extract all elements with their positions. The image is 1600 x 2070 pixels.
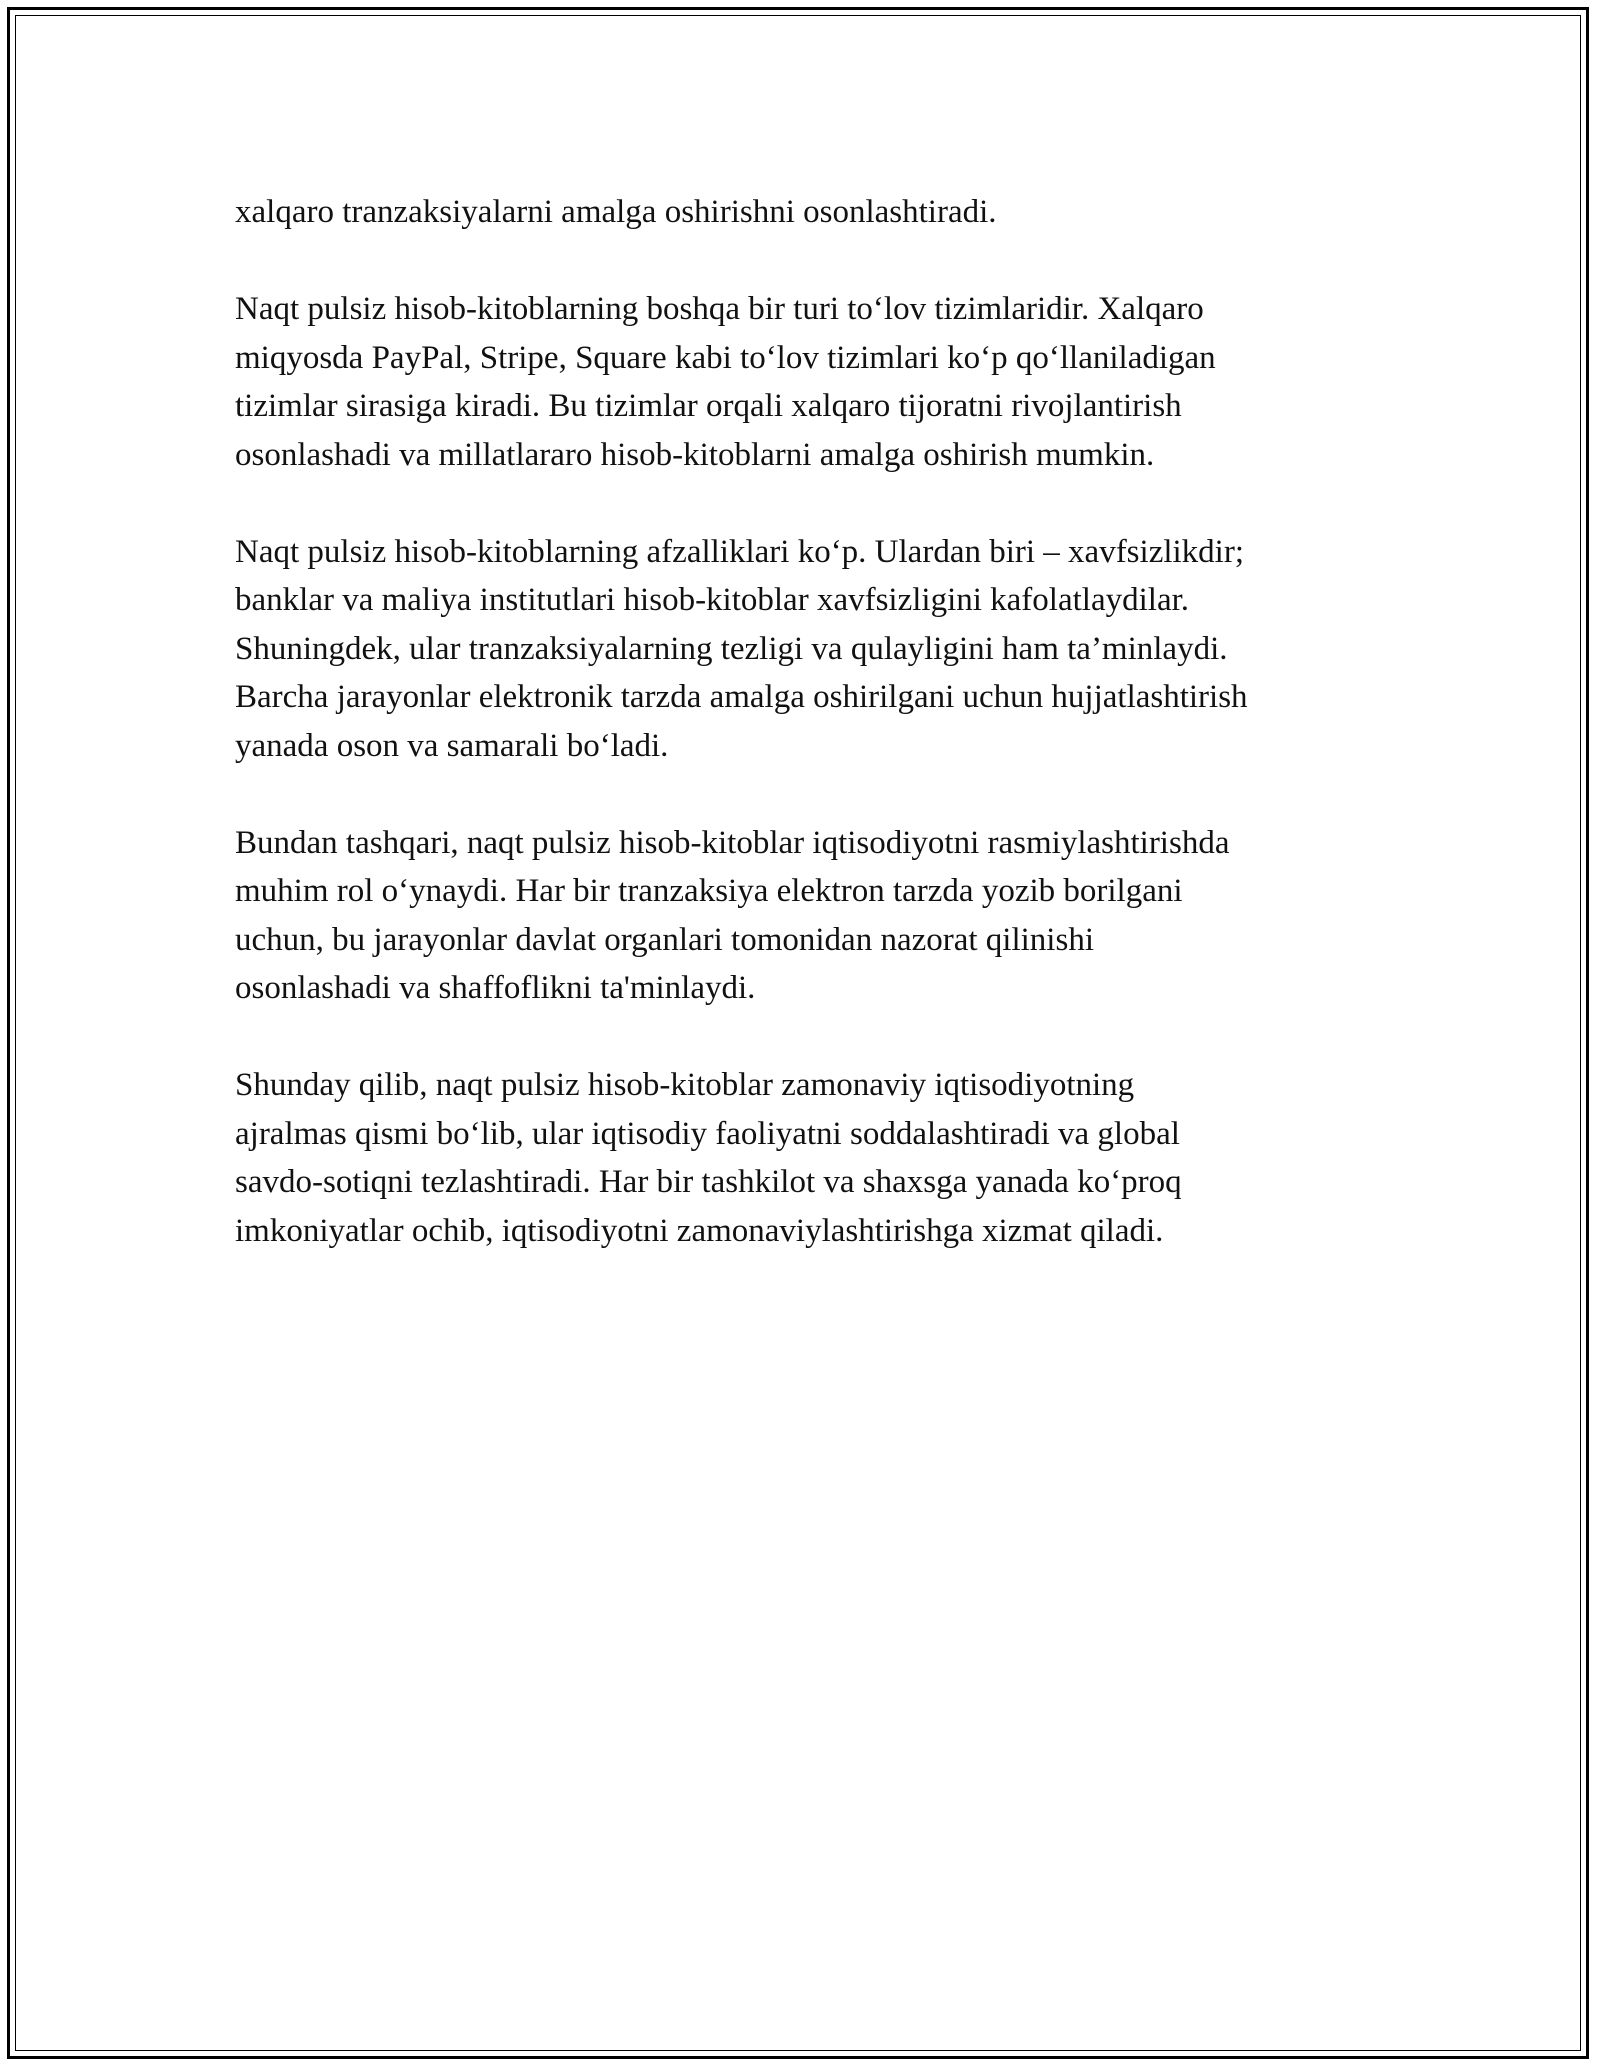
text-line: Naqt pulsiz hisob-kitoblarning afzalliklari ko‘p. Ulardan biri – xavfsizlikdir; <box>235 533 1244 570</box>
text-line: osonlashadi va shaffoflikni ta'minlaydi. <box>235 970 756 1006</box>
text-line: banklar va maliya institutlari hisob-kitoblar xavfsizligini kafolatlaydilar. <box>235 582 1190 618</box>
text-line: Bundan tashqari, naqt pulsiz hisob-kitoblar iqtisodiyotni rasmiylashtirishda <box>235 824 1230 861</box>
paragraph-5 <box>235 1061 1375 1255</box>
paragraph-4 <box>235 819 1375 1013</box>
text-line: uchun, bu jarayonlar davlat organlari tomonidan nazorat qilinishi <box>235 921 1094 958</box>
text-line: miqyosda PayPal, Stripe, Square kabi to‘lov tizimlari ko‘p qo‘llaniladigan <box>235 339 1216 376</box>
text-line: muhim rol o‘ynaydi. Har bir tranzaksiya elektron tarzda yozib borilgani <box>235 873 1183 909</box>
text-line: Shuningdek, ular tranzaksiyalarning tezligi va qulayligini ham ta’minlaydi. <box>235 630 1228 667</box>
text-line: yanada oson va samarali bo‘ladi. <box>235 727 669 764</box>
text-line: tizimlar sirasiga kiradi. Bu tizimlar orqali xalqaro tijoratni rivojlantirish <box>235 388 1182 424</box>
text-line: Barcha jarayonlar elektronik tarzda amalga oshirilgani uchun hujjatlashtirish <box>235 679 1248 715</box>
text-line: osonlashadi va millatlararo hisob-kitoblarni amalga oshirish mumkin. <box>235 436 1155 473</box>
text-line: xalqaro tranzaksiyalarni amalga oshirishni osonlashtiradi. <box>235 194 997 230</box>
text-line: imkoniyatlar ochib, iqtisodiyotni zamonaviylashtirishga xizmat qiladi. <box>235 1212 1164 1249</box>
text-line: Naqt pulsiz hisob-kitoblarning boshqa bir turi to‘lov tizimlaridir. Xalqaro <box>235 291 1204 327</box>
document-body <box>235 188 1375 1304</box>
paragraph-2 <box>235 285 1375 479</box>
paragraph-3 <box>235 528 1375 771</box>
text-line: ajralmas qismi bo‘lib, ular iqtisodiy faoliyatni soddalashtiradi va global <box>235 1115 1180 1152</box>
text-line: Shunday qilib, naqt pulsiz hisob-kitoblar zamonaviy iqtisodiyotning <box>235 1067 1135 1103</box>
text-line: savdo-sotiqni tezlashtiradi. Har bir tashkilot va shaxsga yanada ko‘proq <box>235 1164 1182 1200</box>
paragraph-1 <box>235 188 1375 237</box>
